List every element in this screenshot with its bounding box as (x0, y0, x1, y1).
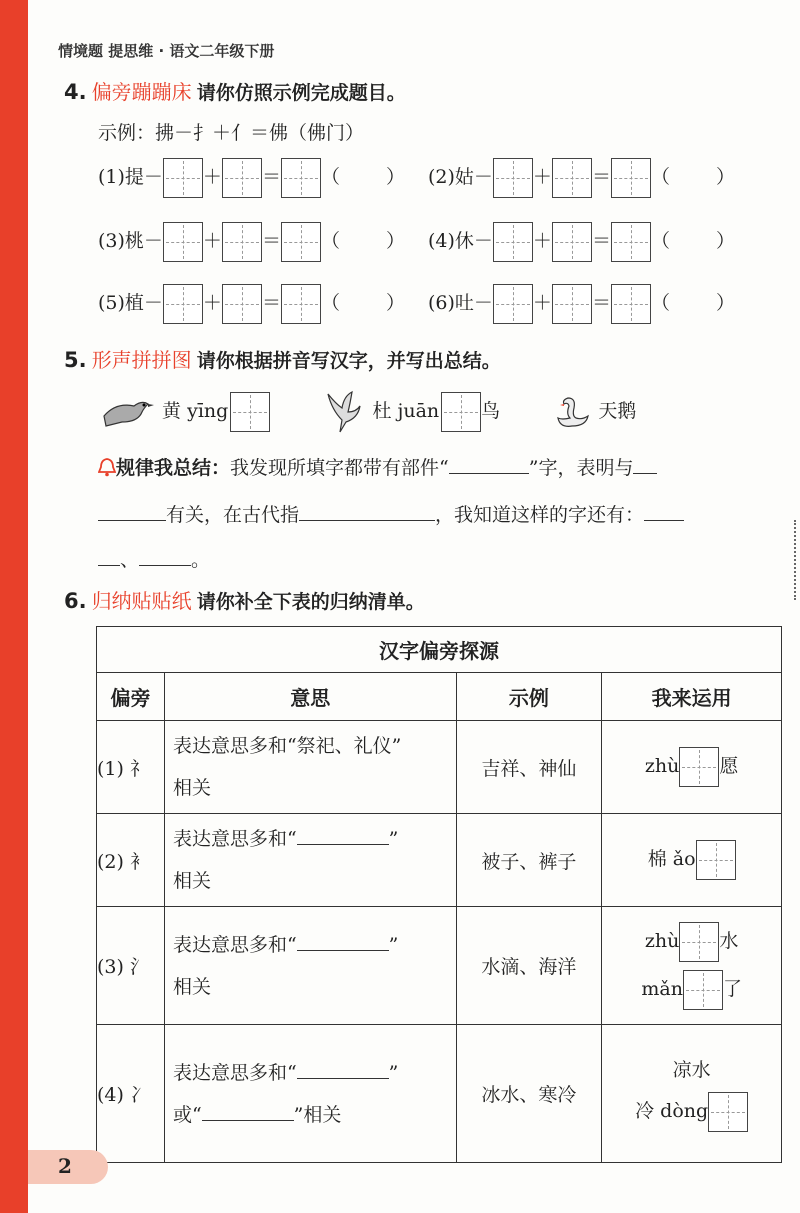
usage-cell: zhù 水 mǎn 了 (602, 907, 782, 1025)
answer-box[interactable] (281, 284, 321, 324)
q4-item: (3)桃－ ＋ ＝ （ ） (98, 222, 405, 262)
answer-box[interactable] (281, 158, 321, 198)
answer-box[interactable] (611, 222, 651, 262)
answer-box[interactable] (679, 922, 719, 962)
margin-dots (794, 520, 799, 600)
radical-cell: (3) 氵 (97, 907, 165, 1025)
answer-box[interactable] (683, 970, 723, 1010)
usage-cell: 凉水 冷 dòng (602, 1025, 782, 1163)
meaning-cell: 表达意思多和“ ” 或“ ”相关 (164, 1025, 456, 1163)
q5-number: 5. (64, 348, 87, 372)
page-header: 情境题 提思维 · 语文二年级下册 (58, 42, 275, 60)
answer-box[interactable] (441, 392, 481, 432)
q4-item: (6)吐－ ＋ ＝ （ ） (428, 284, 735, 324)
q5-summary-line-2: 有关，在古代指 ，我知道这样的字还有： (98, 500, 684, 527)
answer-blank[interactable] (297, 826, 389, 845)
table-row (97, 721, 782, 814)
usage-cell: zhù 愿 (602, 721, 782, 814)
q4-item: (4)休－ ＋ ＝ （ ） (428, 222, 735, 262)
bell-icon (98, 457, 116, 477)
answer-box[interactable] (552, 284, 592, 324)
column-header: 意思 (164, 673, 456, 721)
answer-blank[interactable] (633, 455, 657, 474)
answer-blank[interactable] (297, 932, 389, 951)
q5-instruction: 请你根据拼音写汉字，并写出总结。 (196, 350, 501, 372)
q4-item: (5)植－ ＋ ＝ （ ） (98, 284, 405, 324)
q4-number: 4. (64, 80, 87, 104)
table-row (97, 1025, 782, 1163)
answer-box[interactable] (493, 284, 533, 324)
answer-box[interactable] (230, 392, 270, 432)
answer-blank[interactable] (139, 547, 191, 566)
answer-box[interactable] (281, 222, 321, 262)
q4-title: 偏旁蹦蹦床 (91, 80, 192, 104)
answer-box[interactable] (552, 222, 592, 262)
usage-cell: 棉 ǎo (602, 814, 782, 907)
q5-summary-line-1: 规律我总结：我发现所填字都带有部件“ ”字，表明与 (98, 453, 657, 480)
question-4-heading (64, 76, 406, 105)
example-cell: 水滴、海洋 (456, 907, 602, 1025)
cuckoo-bird-icon (322, 390, 366, 434)
oriole-bird-icon (98, 392, 156, 432)
table-row (97, 907, 782, 1025)
page-number: 2 (58, 1154, 72, 1178)
meaning-cell: 表达意思多和“祭祀、礼仪” 相关 (164, 721, 456, 814)
answer-box[interactable] (611, 284, 651, 324)
q5-summary-line-3: 、 。 (98, 545, 210, 572)
column-header: 偏旁 (97, 673, 165, 721)
question-5-heading (64, 344, 501, 373)
answer-box[interactable] (493, 222, 533, 262)
example-cell: 被子、裤子 (456, 814, 602, 907)
meaning-cell: 表达意思多和“ ” 相关 (164, 814, 456, 907)
example-cell: 吉祥、神仙 (456, 721, 602, 814)
answer-blank[interactable] (299, 502, 435, 521)
worksheet-page (28, 0, 800, 1213)
answer-blank[interactable] (297, 1060, 389, 1079)
answer-box[interactable] (708, 1092, 748, 1132)
table-row (97, 814, 782, 907)
answer-box[interactable] (163, 222, 203, 262)
q5-title: 形声拼拼图 (91, 348, 192, 372)
q6-number: 6. (64, 589, 87, 613)
q6-instruction: 请你补全下表的归纳清单。 (196, 591, 425, 613)
example-cell: 冰水、寒冷 (456, 1025, 602, 1163)
answer-box[interactable] (222, 158, 262, 198)
radical-cell: (2) 衤 (97, 814, 165, 907)
q4-item: (1)提－ ＋ ＝ （ ） (98, 158, 405, 198)
radical-cell: (1) 礻 (97, 721, 165, 814)
meaning-cell: 表达意思多和“ ” 相关 (164, 907, 456, 1025)
answer-box[interactable] (163, 158, 203, 198)
table-title: 汉字偏旁探源 (97, 627, 782, 673)
column-header: 示例 (456, 673, 602, 721)
answer-box[interactable] (611, 158, 651, 198)
swan-icon (552, 392, 592, 432)
answer-blank[interactable] (98, 502, 166, 521)
radical-table (96, 626, 782, 1163)
q4-instruction: 请你仿照示例完成题目。 (196, 82, 406, 104)
radical-cell: (4) 冫 (97, 1025, 165, 1163)
answer-box[interactable] (222, 222, 262, 262)
answer-box[interactable] (493, 158, 533, 198)
q4-example: 示例：拂－扌＋亻＝佛（佛门） (98, 122, 365, 144)
column-header: 我来运用 (602, 673, 782, 721)
answer-blank[interactable] (644, 502, 684, 521)
q5-word-row: 黄 yīng 杜 juān 鸟 天鹅 (98, 390, 636, 434)
answer-blank[interactable] (202, 1102, 294, 1121)
answer-box[interactable] (552, 158, 592, 198)
question-6-heading (64, 585, 425, 614)
answer-box[interactable] (696, 840, 736, 880)
answer-blank[interactable] (449, 455, 529, 474)
q6-title: 归纳贴贴纸 (91, 589, 192, 613)
answer-box[interactable] (163, 284, 203, 324)
answer-box[interactable] (679, 747, 719, 787)
q4-item: (2)姑－ ＋ ＝ （ ） (428, 158, 735, 198)
answer-blank[interactable] (98, 547, 120, 566)
answer-box[interactable] (222, 284, 262, 324)
